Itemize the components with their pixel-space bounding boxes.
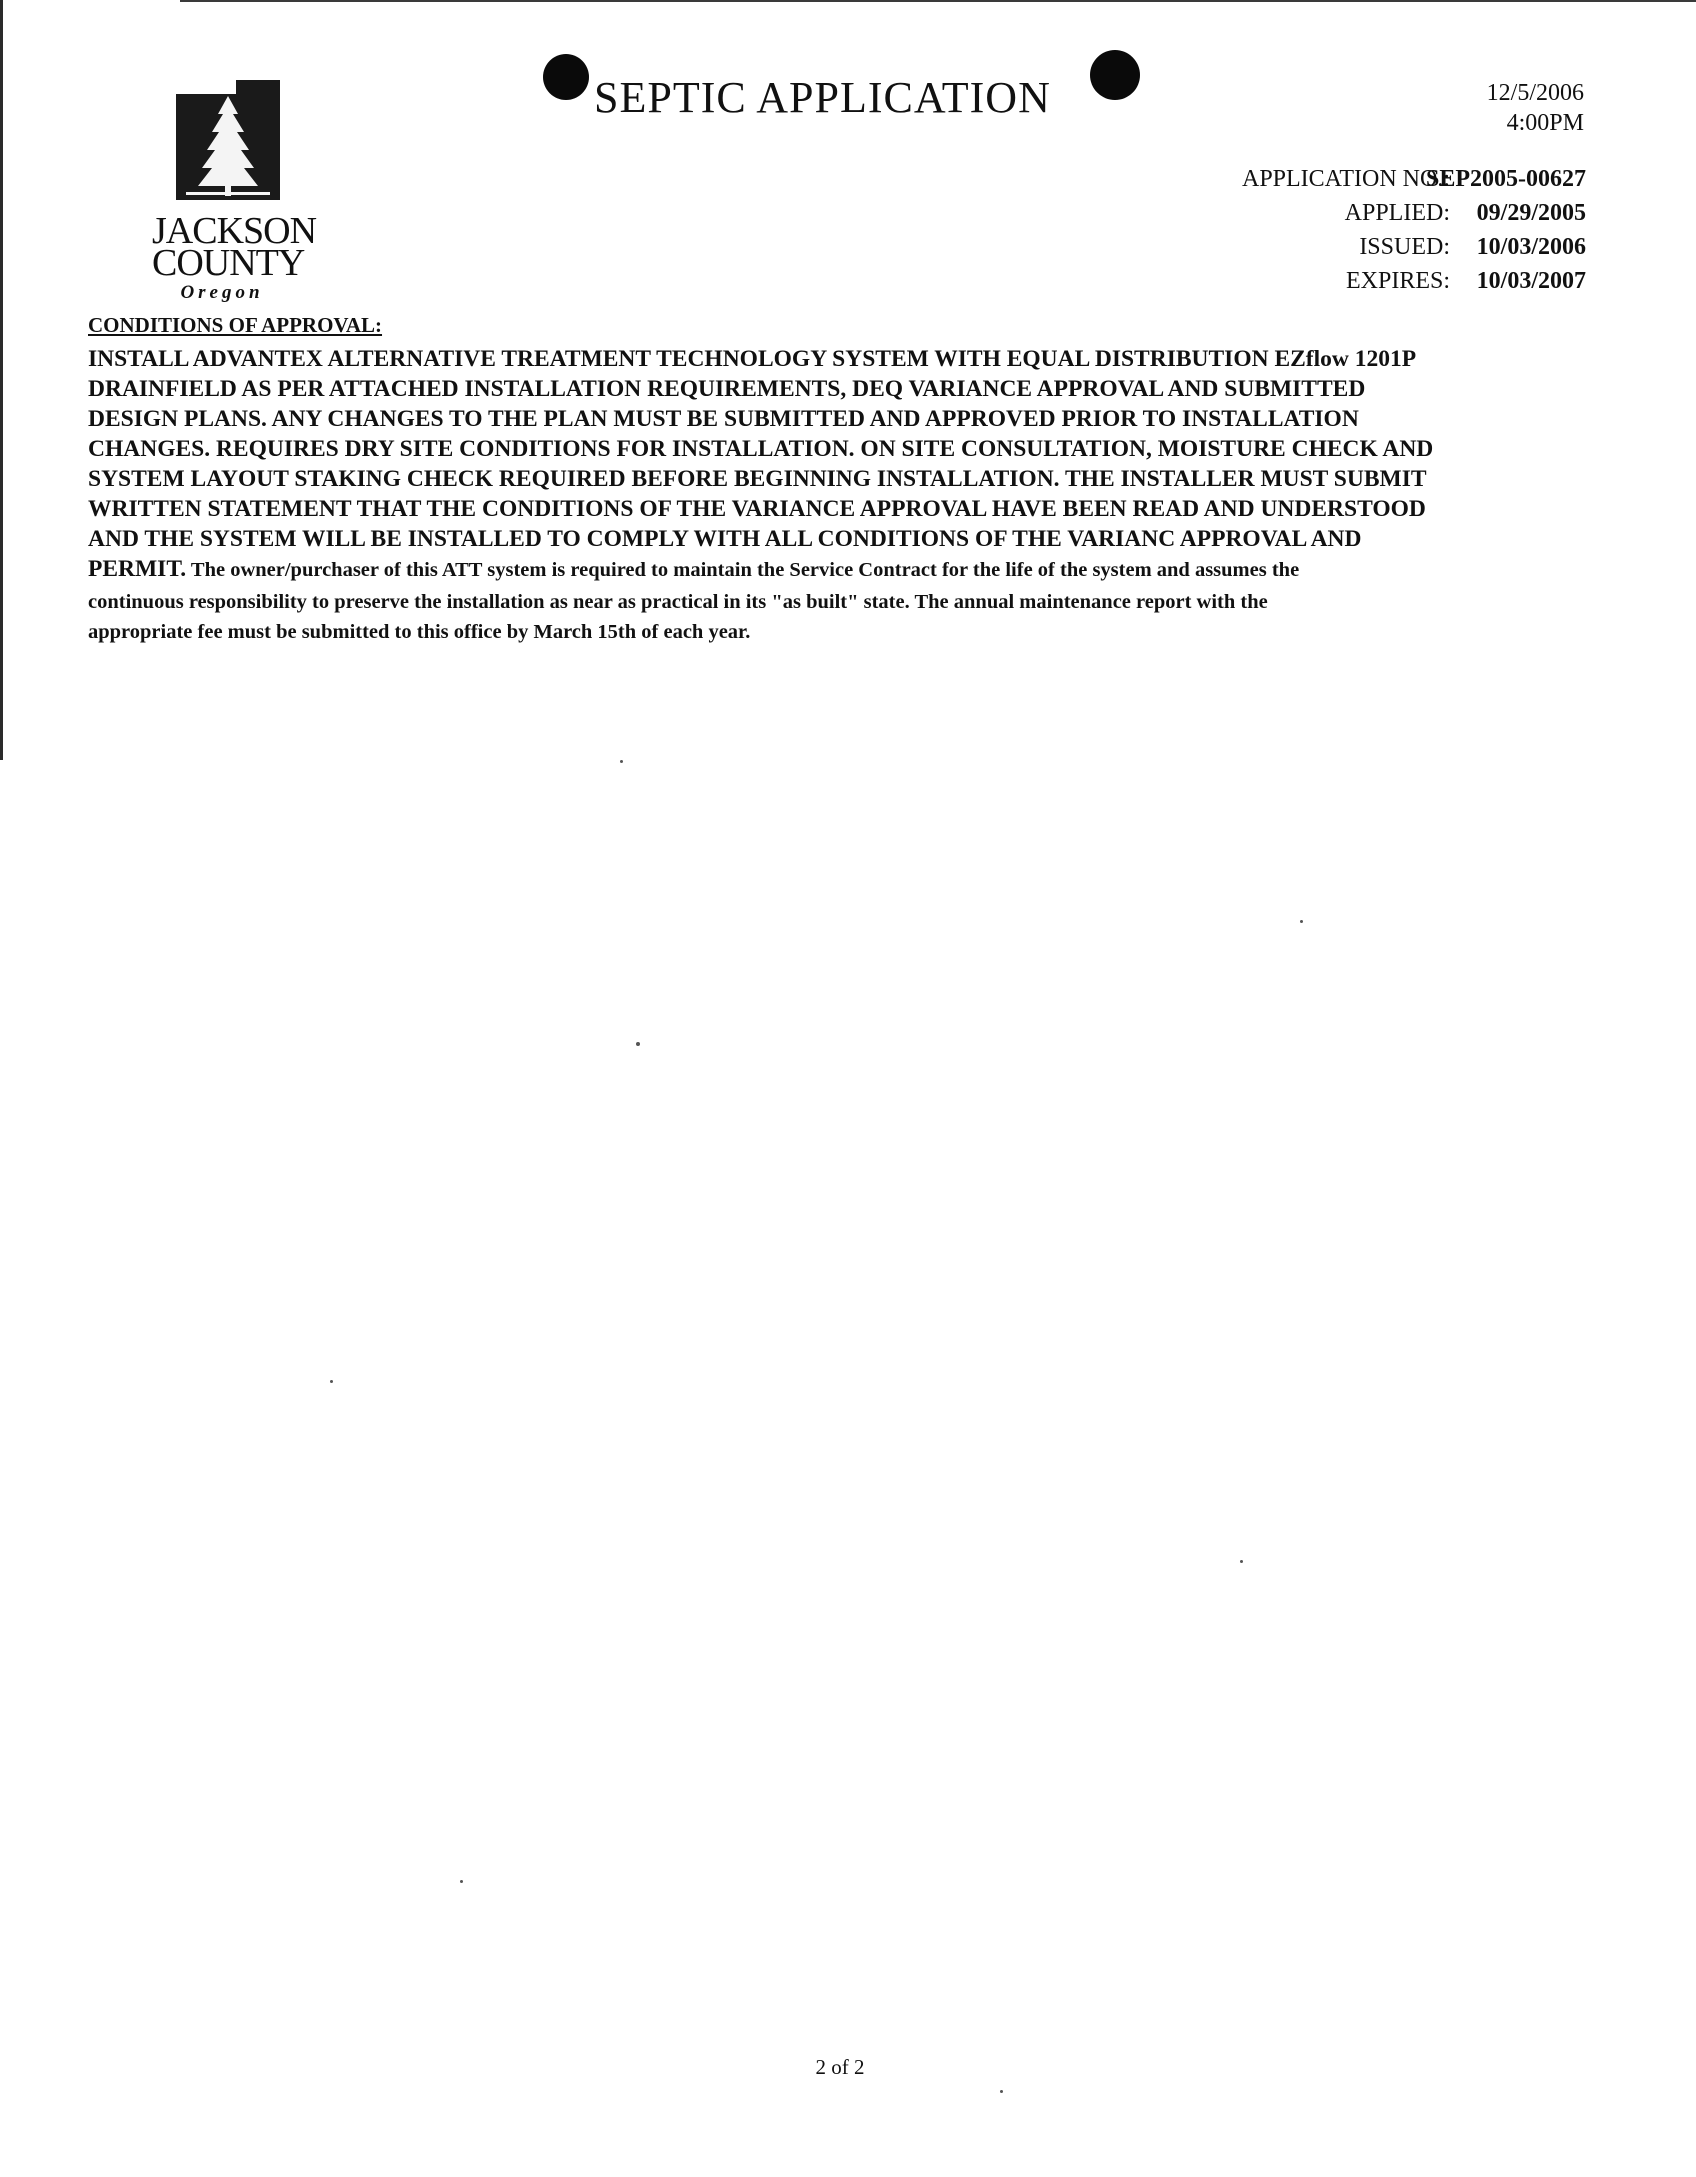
info-value: 10/03/2007 [1476, 268, 1586, 294]
condition-line: SYSTEM LAYOUT STAKING CHECK REQUIRED BEFORE BEGINNING INSTALLATION. THE INSTALLER MUST SUBMIT [88, 466, 1427, 492]
conditions-text [88, 344, 1608, 647]
condition-line: continuous responsibility to preserve the installation as near as practical in its "as built" state. The annual maintenance report with the [88, 591, 1268, 613]
condition-line: WRITTEN STATEMENT THAT THE CONDITIONS OF THE VARIANCE APPROVAL HAVE BEEN READ AND UNDERSTOOD [88, 496, 1426, 522]
info-row-application-no [1100, 166, 1586, 200]
scan-top-edge [180, 0, 1696, 2]
info-label: EXPIRES: [1345, 268, 1450, 294]
conditions-heading: CONDITIONS OF APPROVAL: [88, 313, 383, 337]
info-value: SEP2005-00627 [1425, 166, 1586, 192]
scan-speck [620, 760, 623, 763]
condition-line: DRAINFIELD AS PER ATTACHED INSTALLATION REQUIREMENTS, DEQ VARIANCE APPROVAL AND SUBMITTED [88, 376, 1366, 402]
pine-tree-icon [176, 80, 280, 214]
document-title: SEPTIC APPLICATION [594, 73, 1051, 122]
condition-line-upper-part: PERMIT. [88, 556, 187, 582]
punch-hole-left [543, 54, 589, 100]
scan-left-edge [0, 0, 3, 760]
condition-line-mixed [88, 554, 1608, 587]
jackson-county-logo [152, 80, 317, 303]
condition-line-lower-part: The owner/purchaser of this ATT system is required to maintain the Service Contract for the life of the system and assumes the [186, 559, 1300, 581]
print-date: 12/5/2006 [1486, 80, 1584, 106]
logo-state: Oregon [180, 282, 264, 303]
info-row-issued [1100, 234, 1586, 268]
info-row-applied [1100, 200, 1586, 234]
scan-speck [1300, 920, 1303, 923]
scan-speck [1240, 1560, 1243, 1563]
logo-name-line1: JACKSON [152, 210, 317, 252]
application-info [1100, 166, 1586, 302]
condition-line: DESIGN PLANS. ANY CHANGES TO THE PLAN MUST BE SUBMITTED AND APPROVED PRIOR TO INSTALLATION [88, 406, 1359, 432]
scan-speck [330, 1380, 333, 1383]
page-number: 2 of 2 [815, 2055, 865, 2079]
punch-hole-right [1090, 50, 1140, 100]
info-row-expires [1100, 268, 1586, 302]
condition-line: CHANGES. REQUIRES DRY SITE CONDITIONS FOR INSTALLATION. ON SITE CONSULTATION, MOISTURE CHECK AND [88, 436, 1434, 462]
scan-speck [636, 1042, 640, 1046]
scan-speck [460, 1880, 463, 1883]
condition-line: INSTALL ADVANTEX ALTERNATIVE TREATMENT TECHNOLOGY SYSTEM WITH EQUAL DISTRIBUTION EZflow 1201P [88, 346, 1417, 372]
info-label: APPLIED: [1344, 200, 1450, 226]
print-time: 4:00PM [1506, 110, 1584, 136]
logo-name-line2: COUNTY [152, 242, 305, 284]
condition-line: AND THE SYSTEM WILL BE INSTALLED TO COMPLY WITH ALL CONDITIONS OF THE VARIANC APPROVAL AND [88, 526, 1362, 552]
info-value: 10/03/2006 [1476, 234, 1586, 260]
info-label: ISSUED: [1359, 234, 1450, 260]
condition-line: appropriate fee must be submitted to this office by March 15th of each year. [88, 621, 751, 643]
scan-speck [1000, 2090, 1003, 2093]
info-label: APPLICATION NO.: [1241, 166, 1450, 192]
info-value: 09/29/2005 [1476, 200, 1586, 226]
